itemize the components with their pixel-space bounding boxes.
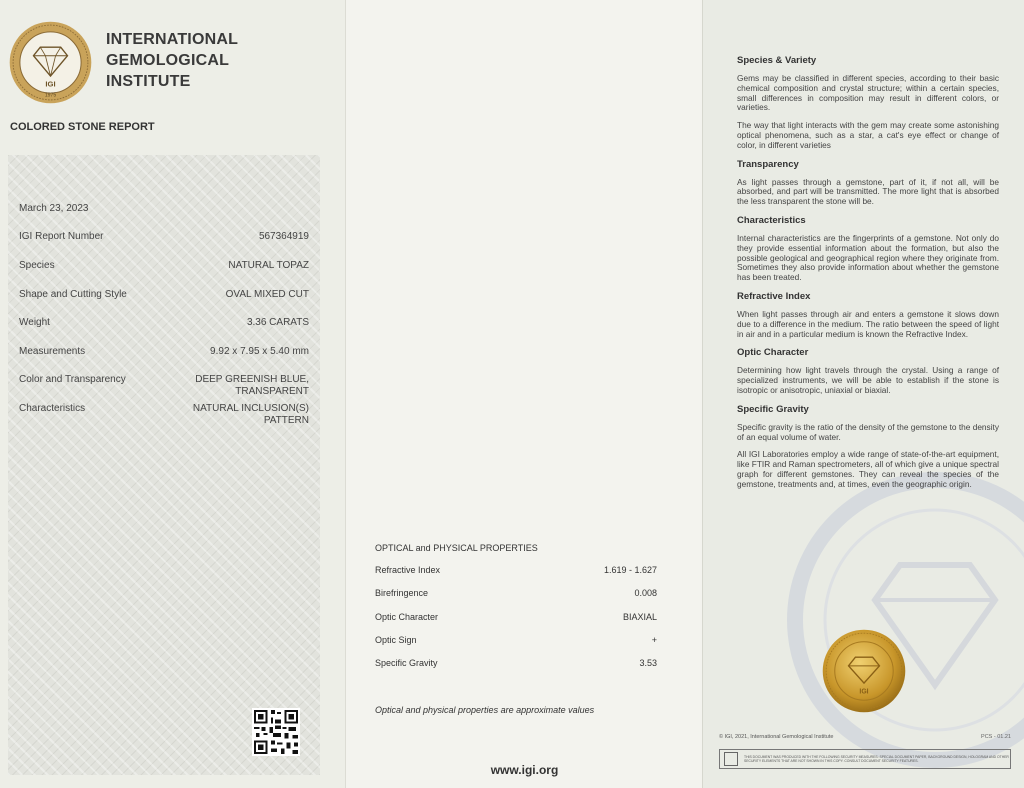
information-panel [702, 0, 1024, 788]
svg-text:IGI: IGI [859, 688, 869, 696]
heading-refractive-index: Refractive Index [737, 290, 811, 302]
heading-characteristics: Characteristics [737, 214, 806, 226]
optical-properties-panel: OPTICAL and PHYSICAL PROPERTIES Refractive Index 1.619 - 1.627 Birefringence 0.008 Optic Character BIAXIAL Optic Sign + Specific Gravity 3.53 Optical and physical properties are approximate values www.igi.org [345, 0, 703, 788]
heading-specific-gravity: Specific Gravity [737, 403, 809, 415]
igi-watermark-icon [785, 470, 1024, 770]
report-front-panel [0, 0, 345, 788]
igi-seal-logo-icon [8, 20, 93, 105]
document-security-icon [724, 752, 738, 766]
info-content: Species & Variety Gems may be classified in different species, according to their basic chemical composition and crystal structure; within a certain species, small differences in composition may result in different colors, or varieties. The way that light interacts with the gem may create some astonishing optical phenomena, such as a star, a cat's eye effect or change of color, in different varieties Transparency As light passes through a gemstone, part of it, if not all, will be absorbed, and part will be transmitted. The more light that is absorbed the less transparent the stone will be. Characteristics Internal characteristics are the fingerprints of a gemstone. Not only do they provide essential information about the formation, but also the possible geological and geographical region where they originate from. Sometimes they also provide information about whether the gemstone has been treated. Refractive Index When light passes through air and enters a gemstone it slows down due to a difference in the medium. The ratio between the speed of light in air and in a particular medium is known the Refractive Index. Optic Character Determining how light travels through the crystal. Using a range of specialized instruments, we will be able to establish if the stone is isotropic or anisotropic, uniaxial or biaxial. Specific Gravity Specific gravity is the ratio of the density of the gemstone to the density of an equal volume of water. All IGI Laboratories employ a wide range of state-of-the-art equipment, like FTIR and Raman spectrometers, all of which give a unique spectral graph for different gemstones. They can reveal the species of the gemstone, treatments and, at times, even the geographic origin. [737, 55, 999, 489]
heading-species-variety: Species & Variety [737, 55, 817, 66]
report-date: March 23, 2023 [19, 203, 89, 214]
copyright-notice: © IGI, 2021, International Gemological Institute [719, 734, 834, 740]
security-notice: THIS DOCUMENT WAS PRODUCED WITH THE FOLLOWING SECURITY MEASURES: SPECIAL DOCUMENT PAPER, BACKGROUND DESIGN, HOLOGRAM AND OTHER SECURITY ELEMENTS THAT ARE NOT SHOWN IN THIS COPY. CONSULT DOCUMENT SECURITY FEATURES. [719, 749, 1011, 769]
website-link[interactable]: www.igi.org [490, 763, 559, 777]
optical-properties-title: OPTICAL and PHYSICAL PROPERTIES [375, 543, 538, 553]
heading-transparency: Transparency [737, 158, 799, 170]
report-details-box: March 23, 2023 IGI Report Number 567364919 Species NATURAL TOPAZ Shape and Cutting Style OVAL MIXED CUT Weight 3.36 CARATS Measurements 9.92 x 7.95 x 5.40 mm Color and Transparency DEEP GREENISH BLUE, TRANSPARENT Characteristics NATURAL INCLUSION(S) PATTERN [8, 155, 320, 775]
institute-name: INTERNATIONAL GEMOLOGICAL INSTITUTE [106, 31, 239, 90]
svg-text:1975: 1975 [44, 92, 57, 99]
optical-note: Optical and physical properties are approximate values [375, 705, 595, 715]
qr-code-icon[interactable] [252, 708, 300, 756]
svg-text:IGI: IGI [45, 79, 56, 89]
heading-optic-character: Optic Character [737, 347, 809, 359]
report-title: COLORED STONE REPORT [10, 121, 155, 133]
gold-seal-icon [821, 628, 907, 714]
form-code: PCS - 01.21 [981, 734, 1011, 740]
